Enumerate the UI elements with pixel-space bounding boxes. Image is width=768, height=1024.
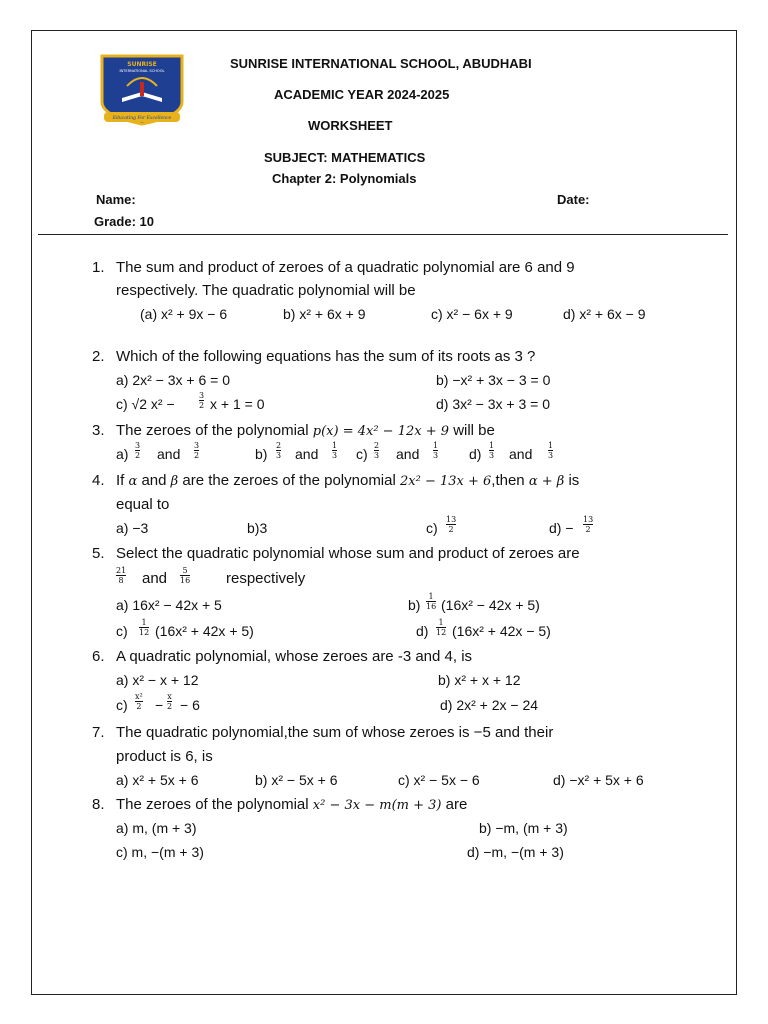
- question-text: The sum and product of zeroes of a quadratic polynomial are 6 and 9: [116, 259, 575, 276]
- question-text: are: [445, 796, 468, 813]
- fraction: x 2: [167, 692, 173, 711]
- fraction: 1 3: [433, 441, 439, 460]
- question-text: is: [568, 472, 580, 489]
- question-text: are the zeroes of the polynomial: [182, 472, 396, 489]
- fraction: 13 2: [446, 515, 457, 534]
- fraction: 2 3: [276, 441, 282, 460]
- option-b: b) −x² + 3x − 3 = 0: [436, 372, 551, 388]
- fraction: 2 3: [374, 441, 380, 460]
- question-text-cont: equal to: [116, 496, 170, 513]
- math-expression: p(x) = 4x² − 12x + 9: [312, 424, 450, 439]
- option-c: c): [116, 697, 128, 713]
- question-2: [92, 348, 535, 365]
- chapter: Chapter 2: Polynomials: [272, 171, 417, 186]
- fraction: 1 3: [332, 441, 338, 460]
- question-text: If: [116, 472, 125, 489]
- alpha-symbol: α: [128, 474, 138, 489]
- math-expression: 2x² − 13x + 6: [400, 474, 492, 489]
- fraction: 1 12: [139, 618, 150, 637]
- logo-name: SUNRISE: [127, 61, 157, 68]
- date-label: Date:: [557, 192, 590, 207]
- question-text: The zeroes of the polynomial: [116, 796, 309, 813]
- option-b-cont: (16x² − 42x + 5): [441, 597, 540, 613]
- option-d: d): [469, 446, 482, 462]
- option-d: d) x² + 6x − 9: [563, 306, 646, 322]
- question-7: [92, 724, 553, 741]
- question-3: [92, 422, 495, 439]
- fraction: 13 2: [583, 515, 594, 534]
- and-text: and: [295, 446, 319, 462]
- name-label: Name:: [96, 192, 136, 207]
- question-4: [92, 472, 579, 489]
- option-d: d) −: [549, 520, 574, 536]
- option-a: a): [116, 446, 129, 462]
- fraction: 5 16: [180, 566, 191, 585]
- option-c-cont: − 6: [180, 697, 200, 713]
- question-text: The zeroes of the polynomial: [116, 422, 309, 439]
- question-text-cont: respectively. The quadratic polynomial will be: [116, 282, 416, 299]
- school-name: SUNRISE INTERNATIONAL SCHOOL, ABUDHABI: [230, 56, 532, 71]
- question-number: 2.: [92, 348, 105, 365]
- logo-motto: Educating For Excellence: [112, 116, 172, 121]
- option-c: c): [116, 623, 128, 639]
- option-a: a) 2x² − 3x + 6 = 0: [116, 372, 231, 388]
- option-b: b) −m, (m + 3): [479, 820, 568, 836]
- beta-symbol: β: [170, 474, 179, 489]
- fraction: 21 8: [116, 566, 127, 585]
- option-d: d) −x² + 5x + 6: [553, 772, 644, 788]
- option-d: d) 2x² + 2x − 24: [440, 697, 539, 713]
- option-b: b)3: [247, 520, 268, 536]
- option-c: c) √2 x² −: [116, 396, 175, 412]
- and-text: and: [509, 446, 533, 462]
- option-a: a) −3: [116, 520, 149, 536]
- option-d: d) −m, −(m + 3): [467, 844, 564, 860]
- fraction: 1 12: [436, 618, 447, 637]
- school-logo: [92, 52, 192, 132]
- question-5: [92, 545, 580, 562]
- question-number: 5.: [92, 545, 105, 562]
- option-a: a) x² + 5x + 6: [116, 772, 199, 788]
- question-text-cont: respectively: [226, 570, 306, 587]
- and-text: and: [157, 446, 181, 462]
- academic-year: ACADEMIC YEAR 2024-2025: [274, 87, 450, 102]
- question-6: [92, 648, 472, 665]
- option-c: c) x² − 5x − 6: [398, 772, 480, 788]
- fraction: x² 2: [135, 692, 143, 711]
- question-text: Which of the following equations has the sum of its roots as 3 ?: [116, 348, 536, 365]
- subject: SUBJECT: MATHEMATICS: [264, 150, 426, 165]
- option-c: c): [426, 520, 438, 536]
- fraction: 3 2: [135, 441, 141, 460]
- grade-label: Grade: 10: [94, 214, 154, 229]
- option-b: b) x² − 5x + 6: [255, 772, 338, 788]
- question-text: and: [141, 472, 167, 489]
- math-expression: α + β: [528, 474, 565, 489]
- question-number: 4.: [92, 472, 105, 489]
- option-c-cont: x + 1 = 0: [210, 396, 265, 412]
- logo-sub: INTERNATIONAL SCHOOL: [119, 69, 165, 73]
- option-d: d): [416, 623, 429, 639]
- and-text: and: [142, 570, 168, 587]
- minus-sign: −: [155, 697, 164, 713]
- question-number: 3.: [92, 422, 105, 439]
- question-8: [92, 796, 467, 813]
- question-number: 8.: [92, 796, 105, 813]
- option-c-cont: (16x² + 42x + 5): [155, 623, 254, 639]
- option-c: c): [356, 446, 368, 462]
- question-number: 6.: [92, 648, 105, 665]
- option-d: d) 3x² − 3x + 3 = 0: [436, 396, 551, 412]
- question-text: Select the quadratic polynomial whose sum and product of zeroes are: [116, 545, 580, 562]
- header-divider: [38, 234, 728, 235]
- fraction: 1 16: [426, 592, 437, 611]
- option-a: a) m, (m + 3): [116, 820, 197, 836]
- question-text: ,then: [491, 472, 525, 489]
- fraction: 3 2: [194, 441, 200, 460]
- question-text-cont: product is 6, is: [116, 748, 213, 765]
- option-b: b): [255, 446, 268, 462]
- option-b: b): [408, 597, 421, 613]
- question-text: A quadratic polynomial, whose zeroes are -3 and 4, is: [116, 648, 473, 665]
- question-number: 7.: [92, 724, 105, 741]
- and-text: and: [396, 446, 420, 462]
- question-text: will be: [453, 422, 495, 439]
- worksheet-title: WORKSHEET: [308, 118, 393, 133]
- option-a: a) x² − x + 12: [116, 672, 199, 688]
- question-text: The quadratic polynomial,the sum of whose zeroes is −5 and their: [116, 724, 554, 741]
- fraction: 1 3: [548, 441, 554, 460]
- option-c: c) m, −(m + 3): [116, 844, 204, 860]
- fraction: 3 2: [199, 391, 205, 410]
- math-expression: x² − 3x − m(m + 3): [312, 798, 442, 813]
- option-b: b) x² + x + 12: [438, 672, 521, 688]
- option-a: (a) x² + 9x − 6: [140, 306, 228, 322]
- option-c: c) x² − 6x + 9: [431, 306, 513, 322]
- question-number: 1.: [92, 259, 105, 276]
- option-a: a) 16x² − 42x + 5: [116, 597, 222, 613]
- question-1: [92, 259, 575, 276]
- option-b: b) x² + 6x + 9: [283, 306, 366, 322]
- fraction: 1 3: [489, 441, 495, 460]
- option-d-cont: (16x² + 42x − 5): [452, 623, 551, 639]
